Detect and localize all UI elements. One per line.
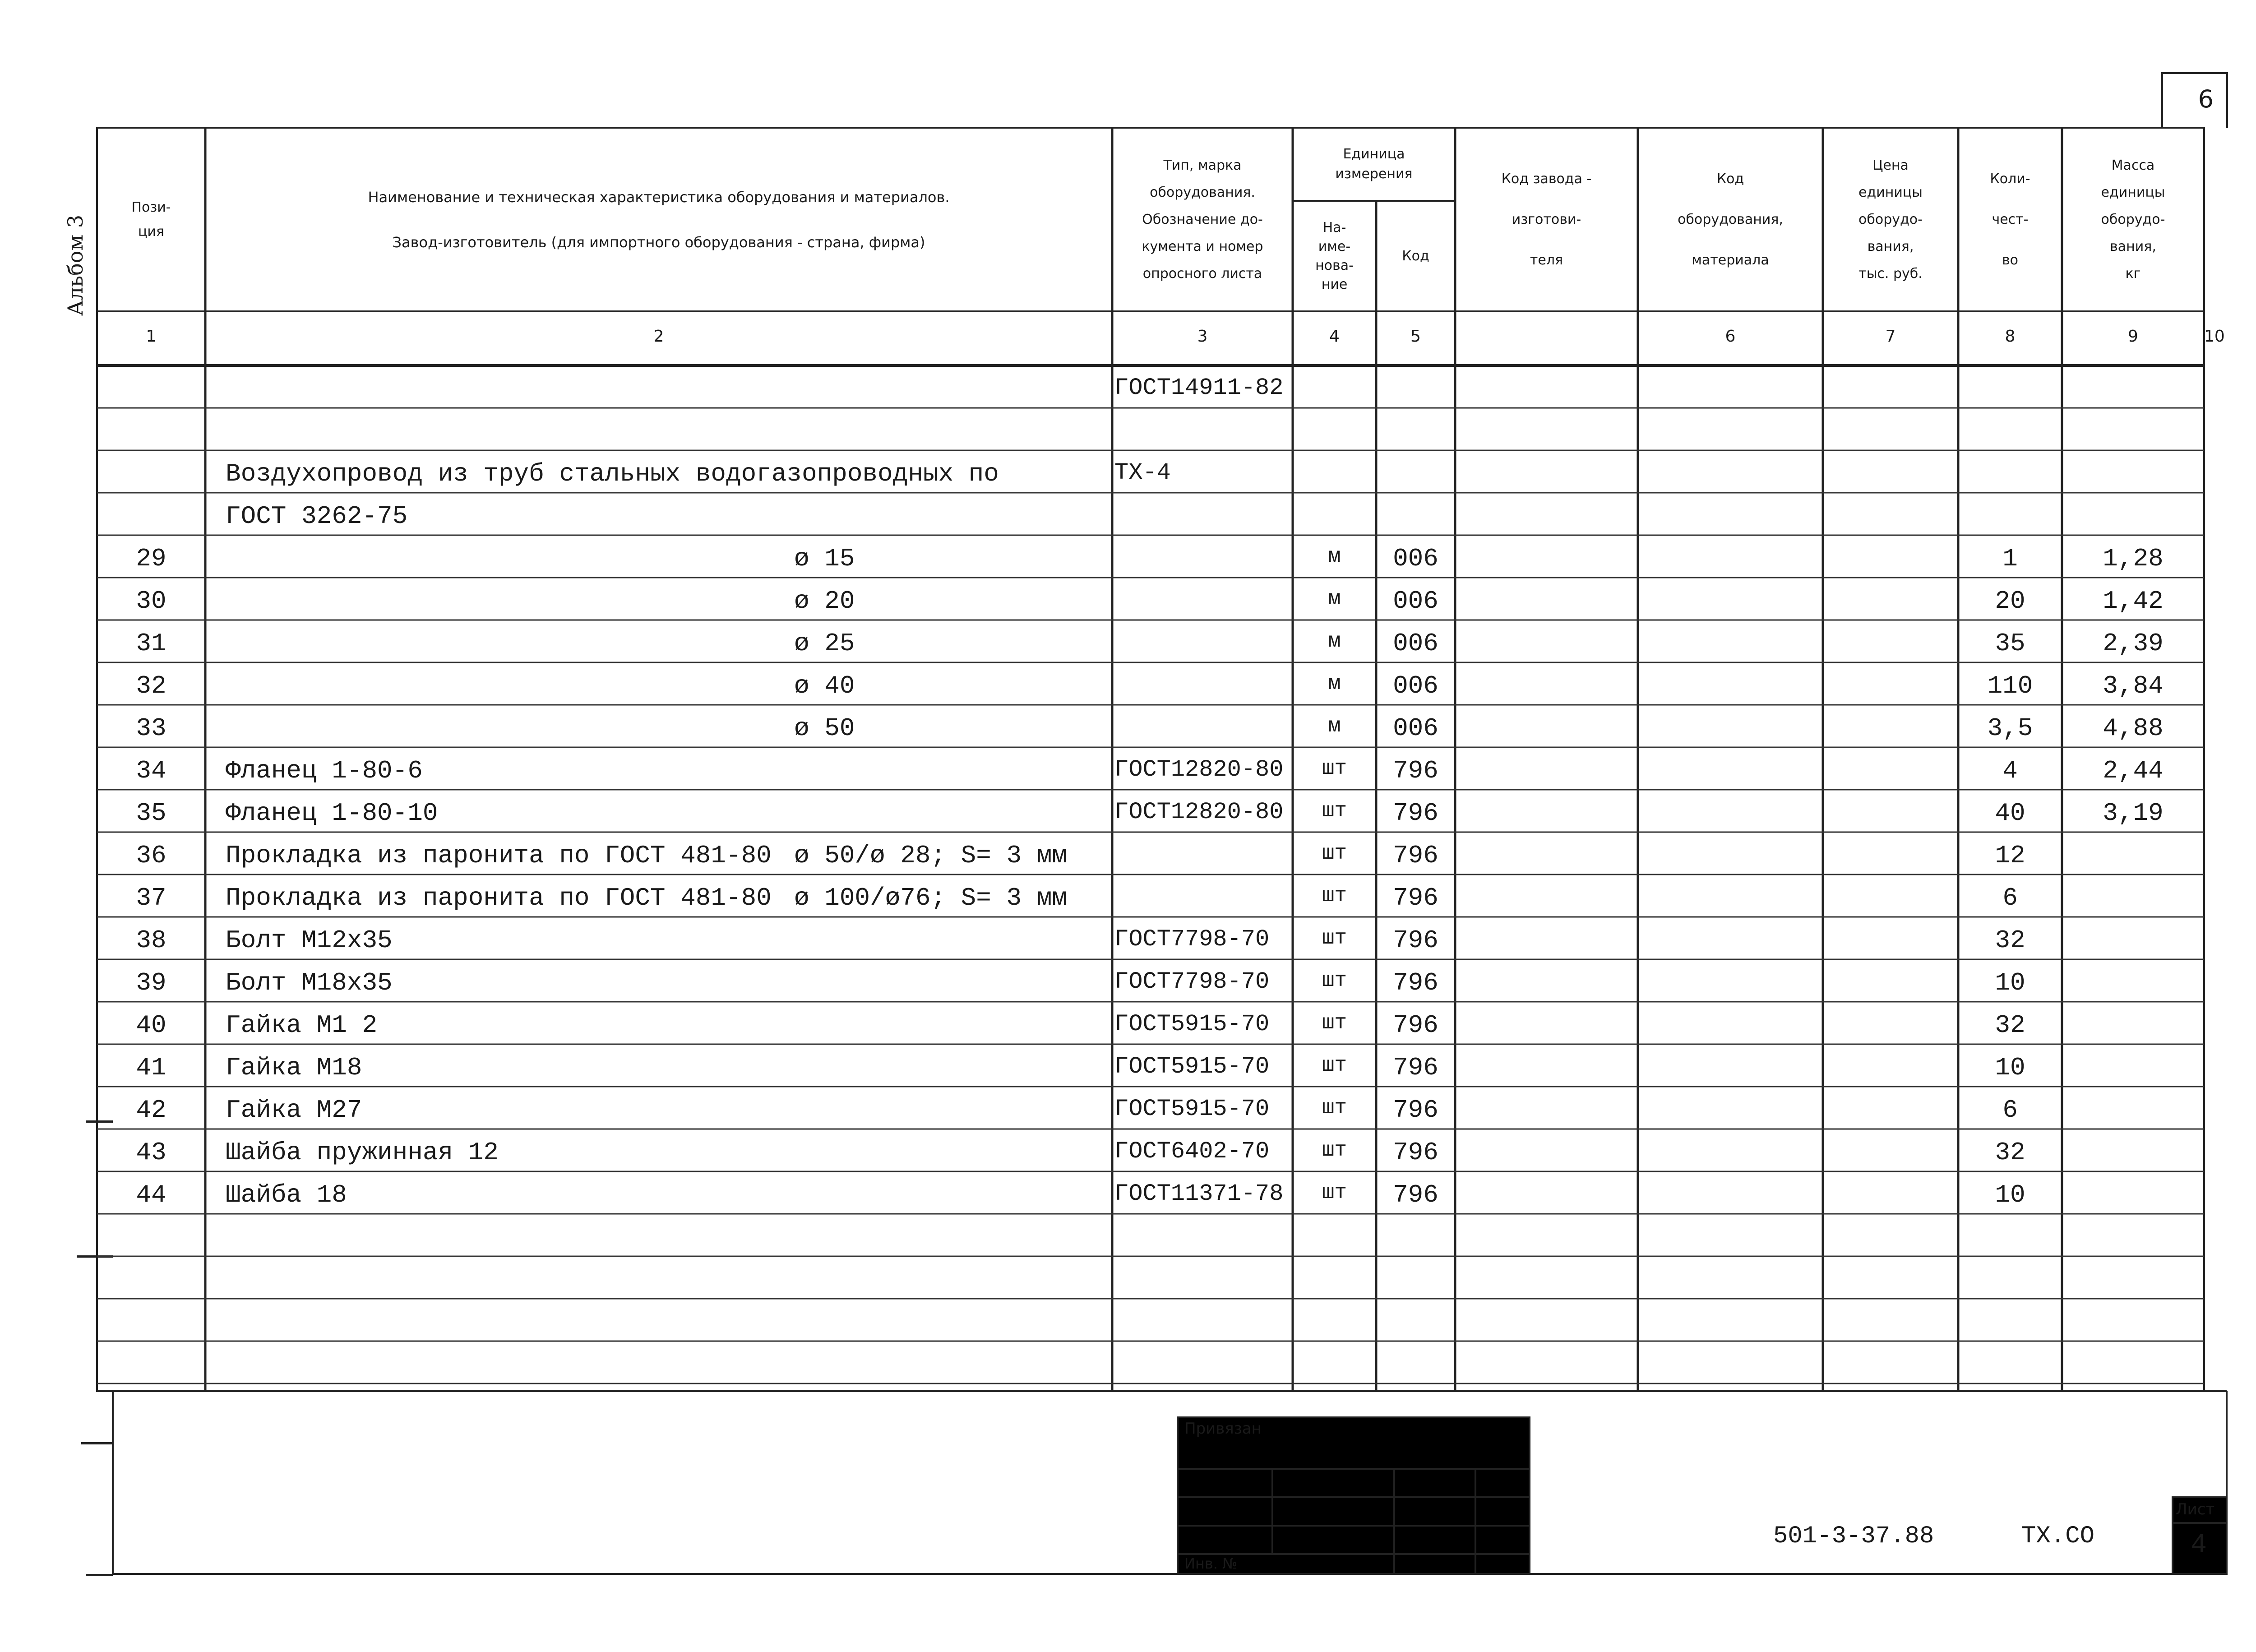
row-quantity: 6: [2002, 1096, 2018, 1124]
column-number: 7: [1885, 327, 1896, 346]
row-name: Болт М12х35: [226, 926, 393, 955]
column-number: 10: [2204, 327, 2225, 346]
row-name: Фланец 1-80-10: [226, 799, 438, 828]
row-name: Гайка М27: [226, 1096, 362, 1124]
row-position: 44: [136, 1180, 166, 1209]
table-row: [97, 959, 2204, 1002]
table-row: [97, 366, 2204, 408]
row-unit: шт: [1322, 757, 1347, 780]
header-factory-code: Код завода - изготови- теля: [1501, 171, 1592, 268]
row-unit-code: 796: [1393, 1096, 1438, 1124]
row-unit-code: 796: [1393, 1138, 1438, 1167]
table-row: [97, 1002, 2204, 1044]
row-quantity: 12: [1995, 841, 2025, 870]
table-row: [97, 705, 2204, 747]
row-name: Фланец 1-80-6: [226, 756, 423, 785]
row-mass: 4,88: [2103, 714, 2164, 743]
row-unit-code: 796: [1393, 841, 1438, 870]
row-unit: шт: [1322, 842, 1347, 865]
row-position: 36: [136, 841, 166, 870]
row-designation: ГОСТ5915-70: [1114, 1053, 1270, 1080]
table-row: [97, 1341, 2204, 1384]
row-unit-code: 796: [1393, 756, 1438, 785]
header-quantity: Коли- чест- во: [1990, 171, 2030, 268]
row-position: 38: [136, 926, 166, 955]
inventory-label: Инв. №: [1184, 1555, 1238, 1572]
album-side-label: Альбом 3: [63, 214, 88, 316]
row-quantity: 10: [1995, 968, 2025, 997]
table-row: [97, 1256, 2204, 1299]
row-position: 35: [136, 799, 166, 828]
table-row: [97, 620, 2204, 662]
table-row: [97, 875, 2204, 917]
row-designation: ГОСТ6402-70: [1114, 1138, 1270, 1165]
header-unit-group: Единица измерения: [1335, 146, 1413, 182]
table-row: [97, 450, 2204, 493]
table-row: [97, 832, 2204, 875]
column-number: 1: [146, 327, 157, 346]
row-quantity: 10: [1995, 1053, 2025, 1082]
column-number: 2: [653, 327, 664, 346]
row-mass: 1,28: [2103, 544, 2164, 573]
row-mass: 3,84: [2103, 671, 2164, 700]
row-designation: ТХ-4: [1114, 459, 1171, 486]
header-unit-code: Код: [1402, 248, 1429, 264]
table-row: [97, 747, 2204, 790]
row-mass: 1,42: [2103, 587, 2164, 615]
row-position: 34: [136, 756, 166, 785]
row-unit: м: [1328, 545, 1341, 568]
table-row: [97, 1214, 2204, 1256]
row-designation: ГОСТ12820-80: [1114, 756, 1284, 783]
row-name: ГОСТ 3262-75: [226, 502, 408, 531]
row-quantity: 40: [1995, 799, 2025, 828]
row-position: 39: [136, 968, 166, 997]
row-quantity: 32: [1995, 1011, 2025, 1040]
sheet-number: 4: [2191, 1530, 2207, 1561]
row-unit: шт: [1322, 969, 1347, 992]
header-unit-name: На- име- нова- ние: [1315, 219, 1354, 292]
row-diameter: ø 40: [794, 671, 855, 700]
bound-stamp-box: [1178, 1417, 1530, 1574]
row-name: Гайка М18: [226, 1053, 362, 1082]
row-designation: ГОСТ5915-70: [1114, 1011, 1270, 1037]
row-unit-code: 796: [1393, 1180, 1438, 1209]
document-code: 501-3-37.88: [1773, 1522, 1934, 1550]
row-position: 29: [136, 544, 166, 573]
row-quantity: 1: [2002, 544, 2018, 573]
row-unit-code: 796: [1393, 1011, 1438, 1040]
header-price: Цена единицы оборудо- вания, тыс. руб.: [1858, 157, 1923, 282]
header-type: Тип, марка оборудования. Обозначение до- кумента и номер опросного листа: [1142, 157, 1263, 282]
row-position: 42: [136, 1096, 166, 1124]
row-designation: ГОСТ5915-70: [1114, 1096, 1270, 1122]
table-row: [97, 578, 2204, 620]
row-quantity: 10: [1995, 1180, 2025, 1209]
row-position: 43: [136, 1138, 166, 1167]
table-row: [97, 493, 2204, 535]
row-unit-code: 006: [1393, 671, 1438, 700]
row-unit-code: 006: [1393, 544, 1438, 573]
row-name: Шайба 18: [226, 1180, 347, 1209]
row-position: 40: [136, 1011, 166, 1040]
row-name: Прокладка из паронита по ГОСТ 481-80: [226, 841, 772, 870]
row-unit-code: 796: [1393, 968, 1438, 997]
row-quantity: 110: [1987, 671, 2033, 700]
header-equipment-code: Код оборудования, материала: [1678, 171, 1783, 268]
sheet-label: Лист: [2176, 1500, 2215, 1518]
column-number: 5: [1410, 327, 1421, 346]
row-designation: ГОСТ14911-82: [1114, 375, 1284, 401]
row-unit-code: 006: [1393, 587, 1438, 615]
row-position: 41: [136, 1053, 166, 1082]
row-unit-code: 796: [1393, 926, 1438, 955]
column-number: 6: [1725, 327, 1736, 346]
row-unit: шт: [1322, 884, 1347, 907]
row-unit: шт: [1322, 1096, 1347, 1120]
row-diameter: ø 20: [794, 587, 855, 615]
table-row: [97, 1129, 2204, 1171]
row-diameter: ø 100/ø76; S= 3 мм: [794, 884, 1067, 912]
table-row: [97, 917, 2204, 959]
row-unit-code: 796: [1393, 1053, 1438, 1082]
row-quantity: 6: [2002, 884, 2018, 912]
row-unit: шт: [1322, 799, 1347, 823]
column-number: 4: [1329, 327, 1340, 346]
row-mass: 2,39: [2103, 629, 2164, 658]
row-name: Прокладка из паронита по ГОСТ 481-80: [226, 884, 772, 912]
row-unit: шт: [1322, 1011, 1347, 1035]
column-number: 9: [2128, 327, 2138, 346]
row-unit-code: 006: [1393, 714, 1438, 743]
row-unit: шт: [1322, 926, 1347, 950]
row-name: Воздухопровод из труб стальных водогазопроводных по: [226, 459, 999, 488]
row-diameter: ø 25: [794, 629, 855, 658]
header-mass: Масса единицы оборудо- вания, кг: [2101, 157, 2165, 282]
row-unit: шт: [1322, 1054, 1347, 1077]
row-unit: шт: [1322, 1181, 1347, 1204]
row-mass: 2,44: [2103, 756, 2164, 785]
table-row: [97, 1171, 2204, 1214]
bound-label: Привязан: [1184, 1420, 1262, 1438]
table-row: [97, 1044, 2204, 1087]
row-designation: ГОСТ12820-80: [1114, 799, 1284, 825]
corner-page-number: 6: [2198, 85, 2214, 113]
row-name: Шайба пружинная 12: [226, 1138, 499, 1167]
table-row: [97, 662, 2204, 705]
row-unit: м: [1328, 714, 1341, 738]
row-unit-code: 006: [1393, 629, 1438, 658]
row-designation: ГОСТ11371-78: [1114, 1180, 1284, 1207]
row-position: 31: [136, 629, 166, 658]
row-unit: м: [1328, 587, 1341, 611]
header-name: Наименование и техническая характеристика оборудования и материалов. Завод-изготовитель (для импортного оборудования - страна, фирма): [368, 188, 950, 251]
row-unit-code: 796: [1393, 884, 1438, 912]
table-row: [97, 790, 2204, 832]
row-unit: шт: [1322, 1138, 1347, 1162]
row-name: Гайка М1 2: [226, 1011, 378, 1040]
row-position: 30: [136, 587, 166, 615]
row-unit: м: [1328, 672, 1341, 695]
row-position: 32: [136, 671, 166, 700]
table-row: [97, 408, 2204, 450]
row-quantity: 4: [2002, 756, 2018, 785]
table-row: [97, 535, 2204, 578]
row-diameter: ø 50: [794, 714, 855, 743]
row-position: 37: [136, 884, 166, 912]
column-number: 3: [1197, 327, 1208, 346]
document-section: ТХ.СО: [2021, 1522, 2095, 1550]
table-row: [97, 1299, 2204, 1341]
row-quantity: 35: [1995, 629, 2025, 658]
row-quantity: 32: [1995, 1138, 2025, 1167]
row-mass: 3,19: [2103, 799, 2164, 828]
row-position: 33: [136, 714, 166, 743]
table-row: [97, 1087, 2204, 1129]
column-number: 8: [2005, 327, 2016, 346]
header-position: Пози- ция: [131, 199, 171, 240]
row-quantity: 3,5: [1987, 714, 2033, 743]
row-unit: м: [1328, 629, 1341, 653]
row-name: Болт М18х35: [226, 968, 393, 997]
row-quantity: 20: [1995, 587, 2025, 615]
row-designation: ГОСТ7798-70: [1114, 968, 1270, 995]
row-quantity: 32: [1995, 926, 2025, 955]
row-diameter: ø 15: [794, 544, 855, 573]
row-unit-code: 796: [1393, 799, 1438, 828]
row-designation: ГОСТ7798-70: [1114, 926, 1270, 953]
row-diameter: ø 50/ø 28; S= 3 мм: [794, 841, 1067, 870]
